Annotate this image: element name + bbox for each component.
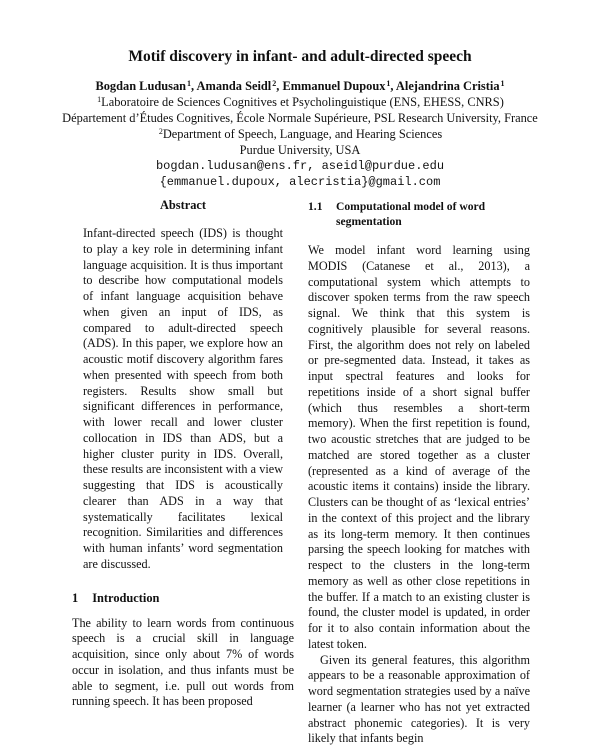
abstract-heading: Abstract <box>72 198 294 213</box>
author-list: Bogdan Ludusan$^1$, Amanda Seidl$^2$, Emmanuel Dupoux$^1$, Alejandrina Cristia$^1$ <box>0 78 600 94</box>
author-name: Bogdan Ludusan <box>95 79 186 93</box>
email-line-1: bogdan.ludusan@ens.fr, aseidl@purdue.edu <box>0 158 600 174</box>
affiliation-1 <box>0 94 600 110</box>
affiliation-2-university: Purdue University, USA <box>0 142 600 158</box>
section-title: Introduction <box>92 591 159 606</box>
author-affiliation-mark: 1 <box>187 79 191 88</box>
affiliation-text: Department of Speech, Language, and Hearing Sciences <box>163 127 442 141</box>
email-line-2: {emmanuel.dupoux, alecristia}@gmail.com <box>0 174 600 190</box>
left-column <box>72 193 294 600</box>
author-name: Amanda Seidl <box>197 79 272 93</box>
right-column <box>308 193 530 600</box>
affiliation-mark: 1 <box>97 95 101 104</box>
author-affiliation-mark: 1 <box>386 79 390 88</box>
paper-title: Motif discovery in infant- and adult-directed speech <box>0 48 600 66</box>
author-affiliation-mark: 1 <box>501 79 505 88</box>
model-paragraph-1: We model infant word learning using MODIS (Catanese et al., 2013), a computational system which attempts to discover spoken terms from the raw speech signal. We think that this system is cognitively plausible for several reasons. First, the algorithm does not rely on labeled or pre-segmented data. Instead, it takes as input spectral features and looks for repetitions inside of a short signal buffer (which thus resembles a short-term memory). When the first repetition is found, two acoustic stretches that are judged to be matched are stored together as a cluster (represented as a kind of average of the acoustic items it contains) inside the library. Clusters can be thought of as ‘lexical entries’ in the context of this project and the library as its long-term memory. It then continues parsing the speech looking for matches with respect to the clusters in the long-term memory as well as other close repetitions in the buffer. If a match to an existing cluster is found, the cluster model is updated, in order for it to also contain information about the latest token. <box>308 243 530 653</box>
author-name: Alejandrina Cristia <box>396 79 500 93</box>
subsection-title: Computational model of word segmentation <box>336 199 530 229</box>
model-paragraph-2: Given its general features, this algorithm appears to be a reasonable approximation of word segmentation strategies used by a naïve learner (a learner who has not yet extracted abstract phonemic categories). It is very likely that infants begin <box>308 653 530 747</box>
author-block <box>0 78 600 190</box>
subsection-number: 1.1 <box>308 199 336 229</box>
author-affiliation-mark: 2 <box>272 79 276 88</box>
author-name: Emmanuel Dupoux <box>282 79 385 93</box>
affiliation-text: Laboratoire de Sciences Cognitives et Psycholinguistique (ENS, EHESS, CNRS) <box>101 95 504 109</box>
affiliation-1-dept: Département d’Études Cognitives, École Normale Supérieure, PSL Research University, France <box>0 110 600 126</box>
section-heading-introduction <box>72 591 294 606</box>
introduction-text: The ability to learn words from continuous speech is a crucial skill in language acquisition, since only about 7% of words occur in isolation, and thus infants must be able to segment, i.e. pull out words from running speech. It has been proposed <box>72 616 294 711</box>
affiliation-2 <box>0 126 600 142</box>
subsection-heading-model <box>308 199 530 229</box>
affiliation-mark: 2 <box>159 127 163 136</box>
section-number: 1 <box>72 591 78 606</box>
abstract-text: Infant-directed speech (IDS) is thought to play a key role in determining infant language acquisition. It is thus important to describe how computational models of infant language acquisition behave when given an input of IDS, as compared to adult-directed speech (ADS). In this paper, we explore how an acoustic motif discovery algorithm fares when presented with speech from both registers. Results show small but significant differences in performance, with lower recall and lower cluster collocation in IDS than ADS, but a higher cluster purity in IDS. Overall, these results are inconsistent with a view suggesting that IDS is acoustically clearer than ADS in a way that systematically facilitates lexical recognition. Similarities and differences with human infants’ word segmentation are discussed. <box>83 226 283 573</box>
